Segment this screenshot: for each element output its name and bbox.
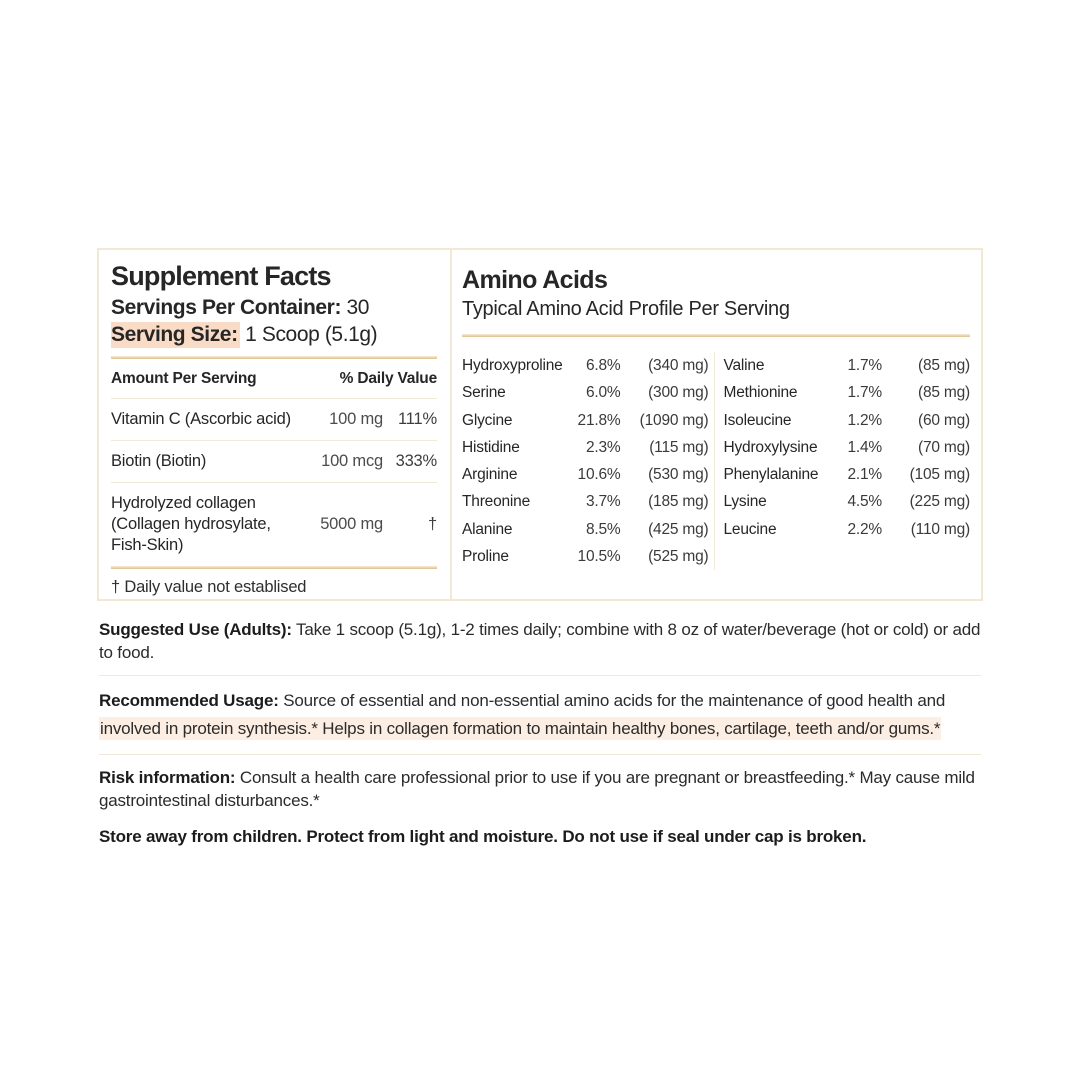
amino-name: Hydroxylysine xyxy=(723,438,818,456)
serving-size-value: 1 Scoop (5.1g) xyxy=(245,323,378,346)
amino-acids-grid xyxy=(462,352,970,570)
amino-mg: (60 mg) xyxy=(917,411,970,429)
ingredient-dv: 111% xyxy=(398,410,437,428)
amino-name: Threonine xyxy=(462,493,530,511)
amino-name: Alanine xyxy=(462,520,513,538)
amino-acid-row xyxy=(724,488,971,515)
recommended-usage-line1: Source of essential and non-essential amino acids for the maintenance of good health and xyxy=(283,691,946,710)
amino-mg: (70 mg) xyxy=(917,438,970,456)
risk-information xyxy=(99,766,981,812)
amino-mg: (525 mg) xyxy=(648,548,709,566)
amount-per-serving-header: Amount Per Serving xyxy=(111,370,257,387)
amino-acids-title: Amino Acids xyxy=(462,266,608,294)
amino-mg: (300 mg) xyxy=(648,384,709,402)
amino-mg: (530 mg) xyxy=(648,466,709,484)
amino-percent: 8.5% xyxy=(585,520,621,538)
amino-mg: (115 mg) xyxy=(649,438,709,456)
table-row xyxy=(111,398,437,440)
amino-acid-row xyxy=(724,461,971,488)
amino-name: Arginine xyxy=(462,466,518,484)
amino-acid-row xyxy=(724,352,971,379)
ingredient-dv: † xyxy=(428,515,437,533)
amino-name: Methionine xyxy=(723,384,798,402)
amino-mg: (85 mg) xyxy=(917,384,970,402)
amino-percent: 21.8% xyxy=(577,411,621,429)
suggested-use-text: Take 1 scoop (5.1g), 1-2 times daily; combine with 8 oz of water/beverage (hot or cold) or add to food. xyxy=(99,620,981,662)
amino-percent: 10.5% xyxy=(577,548,621,566)
amino-percent: 2.1% xyxy=(847,466,882,484)
amino-acid-row xyxy=(724,407,971,434)
amino-mg: (105 mg) xyxy=(909,466,970,484)
supplement-facts-title: Supplement Facts xyxy=(111,261,331,291)
amino-name: Phenylalanine xyxy=(723,466,819,484)
storage-warning: Store away from children. Protect from light and moisture. Do not use if seal under cap is broken. xyxy=(99,827,867,846)
amino-mg: (340 mg) xyxy=(648,357,709,374)
amino-name: Valine xyxy=(723,357,765,374)
amino-mg: (425 mg) xyxy=(648,520,709,538)
recommended-usage xyxy=(99,687,981,743)
recommended-usage-line2: involved in protein synthesis.* Helps in collagen formation to maintain healthy bones, cartilage, teeth and/or gums.* xyxy=(100,719,941,738)
suggested-use-label: Suggested Use (Adults): xyxy=(99,620,292,639)
amino-acid-row xyxy=(462,352,709,379)
ingredient-name: Vitamin C (Ascorbic acid) xyxy=(111,410,291,428)
ingredient-name: Hydrolyzed collagen (Collagen hydrosylate, Fish-Skin) xyxy=(111,494,271,554)
amino-percent: 2.2% xyxy=(847,520,882,538)
info-sections xyxy=(99,618,981,848)
amino-mg: (225 mg) xyxy=(909,493,970,511)
amino-acid-row xyxy=(462,379,709,406)
amino-percent: 1.7% xyxy=(847,384,882,402)
amino-name: Isoleucine xyxy=(723,411,792,429)
risk-information-text: Consult a health care professional prior to use if you are pregnant or breastfeeding.* May cause mild gastrointestinal disturbances.* xyxy=(99,768,975,810)
ingredient-name: Biotin (Biotin) xyxy=(111,452,207,470)
amino-acid-row xyxy=(724,434,971,461)
supplement-facts-panel xyxy=(99,250,452,599)
amino-percent: 1.2% xyxy=(847,411,882,429)
recommended-usage-label: Recommended Usage: xyxy=(99,691,279,710)
amino-acid-row xyxy=(462,543,709,570)
facts-box xyxy=(97,248,983,601)
amino-percent: 6.0% xyxy=(585,384,621,402)
amino-acid-row xyxy=(462,461,709,488)
facts-table-header xyxy=(111,359,437,398)
amino-acid-row xyxy=(462,516,709,543)
daily-value-footnote: † Daily value not establised xyxy=(111,578,307,596)
servings-value: 30 xyxy=(346,296,370,319)
daily-value-header: % Daily Value xyxy=(339,370,437,387)
ingredient-dv: 333% xyxy=(395,452,437,470)
amino-acid-row xyxy=(462,407,709,434)
amino-name: Histidine xyxy=(462,438,520,456)
table-row xyxy=(111,482,437,566)
divider-gold xyxy=(462,334,970,337)
amino-name: Glycine xyxy=(462,411,513,429)
servings-per-container xyxy=(111,296,437,320)
amino-percent: 1.7% xyxy=(847,357,882,374)
serving-size-label: Serving Size: xyxy=(111,323,238,346)
amino-mg: (85 mg) xyxy=(917,357,970,374)
amino-column-left xyxy=(462,352,709,570)
amino-mg: (1090 mg) xyxy=(639,411,709,429)
amino-acid-row xyxy=(462,434,709,461)
serving-size xyxy=(111,323,437,347)
amino-percent: 3.7% xyxy=(585,493,621,511)
section-divider xyxy=(99,675,981,676)
amino-percent: 2.3% xyxy=(585,438,621,456)
amino-name: Serine xyxy=(462,384,506,402)
amino-name: Hydroxyproline xyxy=(462,357,563,374)
amino-mg: (110 mg) xyxy=(910,520,970,538)
suggested-use xyxy=(99,618,981,664)
amino-acid-row xyxy=(724,516,971,543)
ingredient-amount: 5000 mg xyxy=(320,515,383,533)
amino-name: Lysine xyxy=(723,493,767,511)
amino-acids-panel xyxy=(452,250,981,599)
amino-name: Leucine xyxy=(723,520,777,538)
amino-column-right xyxy=(714,352,971,570)
amino-acid-row xyxy=(462,488,709,515)
servings-label: Servings Per Container: xyxy=(111,296,342,319)
amino-acids-subtitle: Typical Amino Acid Profile Per Serving xyxy=(462,298,790,320)
amino-percent: 4.5% xyxy=(847,493,882,511)
amino-percent: 1.4% xyxy=(847,438,882,456)
amino-mg: (185 mg) xyxy=(648,493,709,511)
amino-percent: 6.8% xyxy=(585,357,621,374)
ingredient-amount: 100 mcg xyxy=(321,452,383,470)
ingredient-amount: 100 mg xyxy=(329,410,383,428)
amino-acid-row xyxy=(724,379,971,406)
amino-name: Proline xyxy=(462,548,509,566)
risk-information-label: Risk information: xyxy=(99,768,236,787)
amino-percent: 10.6% xyxy=(577,466,621,484)
table-row xyxy=(111,440,437,482)
section-divider xyxy=(99,754,981,755)
